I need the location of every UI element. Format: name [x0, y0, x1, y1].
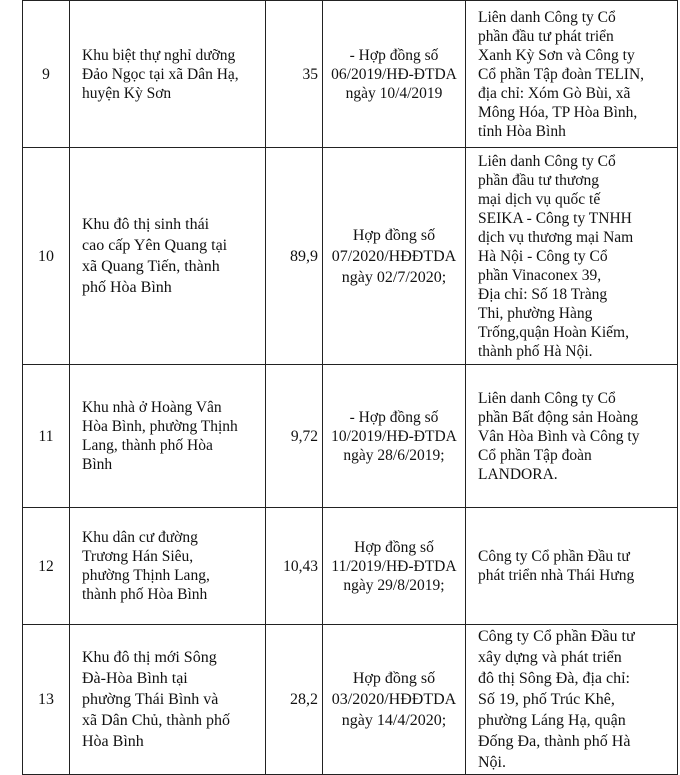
project-name-text: Khu dân cư đường Trương Hán Siêu, phường Thịnh Lang, thành phố Hòa Bình [82, 529, 210, 603]
area-text: 28,2 [290, 691, 318, 708]
table-row [23, 1, 678, 148]
contract-cell [323, 148, 466, 365]
investor-cell [466, 625, 678, 775]
contract-cell [323, 508, 466, 625]
area-text: 89,9 [290, 247, 318, 265]
contract-text: Hợp đồng số 03/2020/HĐĐTDA ngày 14/4/2020; [331, 670, 457, 729]
stt-cell [23, 1, 70, 148]
contract-cell [323, 1, 466, 148]
investor-text: Liên danh Công ty Cổ phần đầu tư thương mại dịch vụ quốc tế SEIKA - Công ty TNHH dịch vụ thương mại Nam Hà Nội - Công ty Cổ phần Vinaconex 39, Địa chỉ: Số 18 Tràng Thi, phường Hàng Trống,quận Hoàn Kiếm, thành phố Hà Nội. [478, 152, 634, 360]
project-name-cell [70, 148, 266, 365]
area-cell [266, 148, 323, 365]
stt-text: 10 [38, 247, 54, 265]
area-cell [266, 625, 323, 775]
project-name-text: Khu biệt thự nghỉ dưỡng Đảo Ngọc tại xã Dân Hạ, huyện Kỳ Sơn [82, 46, 239, 102]
table-row [23, 365, 678, 508]
contract-text: Hợp đồng số 11/2019/HĐ-ĐTDA ngày 29/8/2019; [331, 538, 457, 594]
project-name-cell [70, 365, 266, 508]
area-text: 35 [302, 65, 318, 83]
contract-text: - Hợp đồng số 06/2019/HĐ-ĐTDA ngày 10/4/2019 [331, 46, 457, 102]
contract-text: Hợp đồng số 07/2020/HĐĐTDA ngày 02/7/2020; [331, 226, 457, 286]
investor-cell [466, 508, 678, 625]
table-row [23, 148, 678, 365]
stt-text: 12 [38, 557, 54, 575]
project-name-cell [70, 1, 266, 148]
project-name-text: Khu đô thị sinh thái cao cấp Yên Quang tại xã Quang Tiến, thành phố Hòa Bình [82, 216, 228, 296]
stt-text: 11 [38, 427, 54, 445]
stt-cell [23, 148, 70, 365]
investor-text: Công ty Cổ phần Đầu tư phát triển nhà Thái Hưng [478, 548, 635, 584]
table-row [23, 625, 678, 775]
area-cell [266, 1, 323, 148]
stt-cell [23, 508, 70, 625]
investor-cell [466, 148, 678, 365]
project-name-text: Khu đô thị mới Sông Đà-Hòa Bình tại phường Thái Bình và xã Dân Chủ, thành phố Hòa Bình [82, 649, 230, 750]
area-cell [266, 508, 323, 625]
investor-text: Công ty Cổ phần Đầu tư xây dựng và phát triển đô thị Sông Đà, địa chỉ: Số 19, phố Trúc Khê, phường Láng Hạ, quận Đống Đa, thành phố Hà Nội. [478, 628, 635, 771]
stt-text: 9 [42, 65, 50, 83]
investor-text: Liên danh Công ty Cổ phần đầu tư phát triển Xanh Kỳ Sơn và Công ty Cổ phần Tập đoàn TELIN, địa chỉ: Xóm Gò Bùi, xã Mông Hóa, TP Hòa Bình, tỉnh Hòa Bình [478, 8, 645, 140]
stt-cell [23, 625, 70, 775]
area-text: 9,72 [290, 427, 318, 445]
contract-cell [323, 625, 466, 775]
project-name-cell [70, 508, 266, 625]
investor-cell [466, 365, 678, 508]
stt-cell [23, 365, 70, 508]
project-name-cell [70, 625, 266, 775]
project-name-text: Khu nhà ở Hoàng Vân Hòa Bình, phường Thịnh Lang, thành phố Hòa Bình [82, 399, 238, 473]
investor-cell [466, 1, 678, 148]
contract-text: - Hợp đồng số 10/2019/HĐ-ĐTDA ngày 28/6/2019; [331, 408, 457, 464]
contract-cell [323, 365, 466, 508]
table-row [23, 508, 678, 625]
investor-text: Liên danh Công ty Cổ phần Bất động sản Hoàng Vân Hòa Bình và Công ty Cổ phần Tập đoàn LANDORA. [478, 389, 640, 483]
area-cell [266, 365, 323, 508]
area-text: 10,43 [283, 557, 318, 575]
stt-text: 13 [38, 691, 54, 708]
project-table [22, 0, 678, 775]
